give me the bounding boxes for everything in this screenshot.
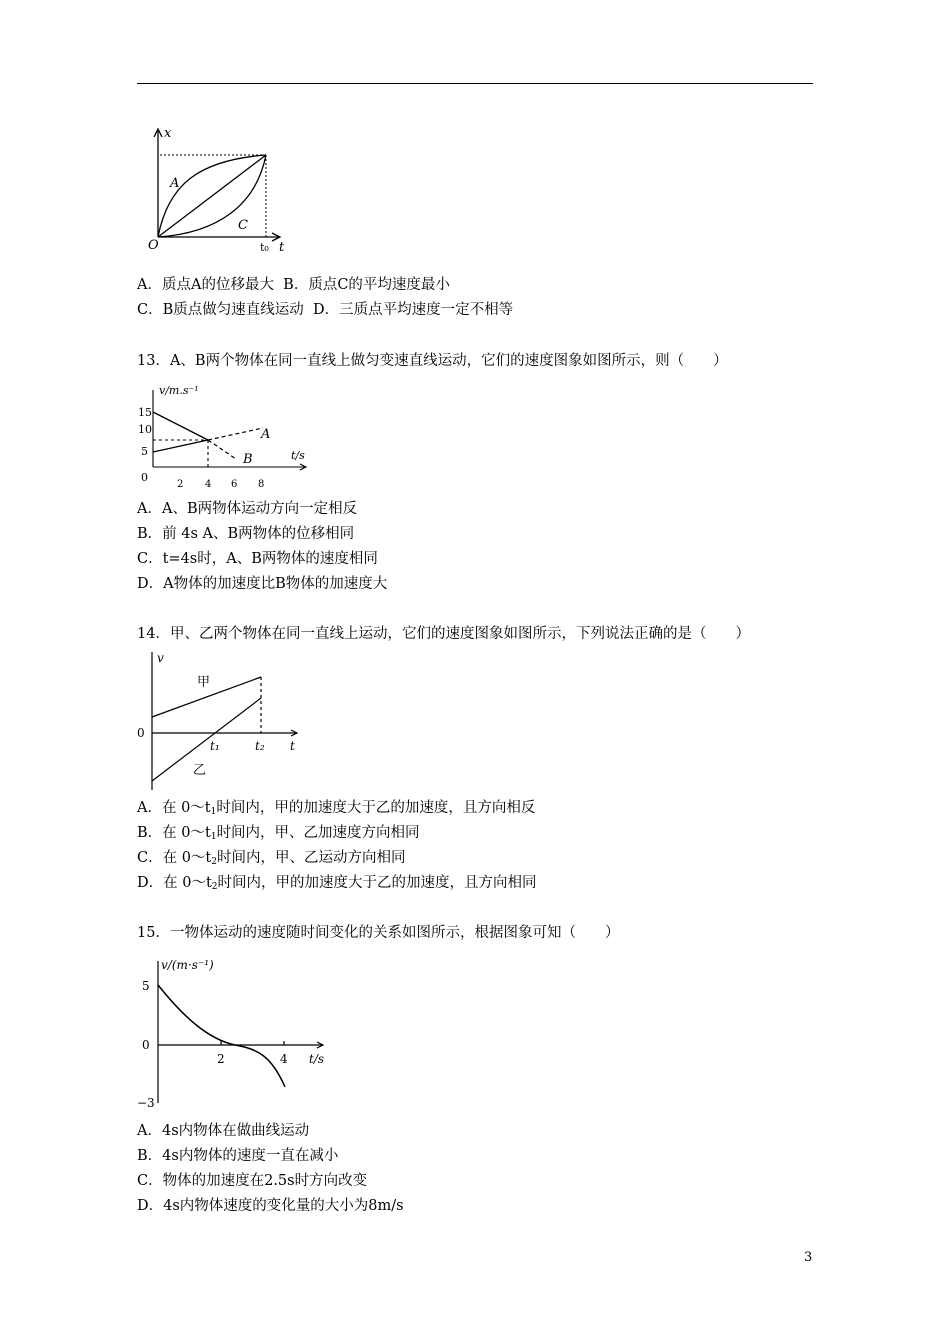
q15-figure bbox=[137, 953, 337, 1111]
q12-origin-label: O bbox=[148, 238, 159, 253]
q15-option-b: B．4s内物体的速度一直在减小 bbox=[137, 1148, 339, 1164]
q15-option-c: C．物体的加速度在2.5s时方向改变 bbox=[137, 1173, 368, 1189]
q14-option-a: A．在 $0\sim t_1$时间内，甲的加速度大于乙的加速度，且方向相反 bbox=[137, 800, 536, 817]
header-rule bbox=[137, 83, 813, 84]
q12-figure bbox=[148, 125, 288, 275]
q15-y-zero: 0 bbox=[142, 1038, 150, 1052]
q13-y-tick-10: 10 bbox=[138, 423, 152, 436]
q13-option-b: B．前 4s A、B两物体的位移相同 bbox=[137, 526, 355, 542]
q14-figure bbox=[135, 648, 305, 794]
q13-x-tick-4: 4 bbox=[205, 479, 212, 490]
q13-y-label: v/m.s⁻¹ bbox=[159, 384, 199, 397]
page-number: 3 bbox=[804, 1250, 813, 1265]
q15-x-2: 2 bbox=[217, 1052, 225, 1066]
q15-x-4: 4 bbox=[280, 1052, 288, 1066]
q13-x-tick-2: 2 bbox=[177, 479, 184, 490]
q13-line-b-label: B bbox=[243, 452, 253, 467]
q14-y-label: v bbox=[157, 651, 164, 665]
q14-origin: 0 bbox=[137, 726, 145, 740]
q13-option-a: A．A、B两物体运动方向一定相反 bbox=[137, 501, 358, 517]
q13-line-b bbox=[153, 412, 208, 440]
q15-x-label: t/s bbox=[309, 1052, 325, 1066]
q13-x-label: t/s bbox=[291, 449, 305, 462]
q12-curve-a-label: A bbox=[170, 176, 180, 191]
q15-option-d: D．4s内物体速度的变化量的大小为8m/s bbox=[137, 1198, 404, 1214]
q14-x-label: t bbox=[290, 739, 295, 753]
q13-line-a-label: A bbox=[261, 427, 271, 442]
q13-y-tick-15: 15 bbox=[138, 406, 152, 419]
q12-x-label: x bbox=[164, 126, 172, 141]
q12-option-cd: C．B质点做匀速直线运动 D．三质点平均速度一定不相等 bbox=[137, 302, 514, 318]
q13-figure bbox=[138, 380, 318, 492]
q14-yi-label: 乙 bbox=[193, 763, 207, 778]
q14-t2-label: t₂ bbox=[255, 739, 265, 753]
q14-option-c: C．在 $0\sim t_2$时间内，甲、乙运动方向相同 bbox=[137, 850, 406, 867]
q13-origin: 0 bbox=[141, 471, 148, 484]
q13-y-tick-5: 5 bbox=[141, 445, 148, 458]
q12-t-label: t bbox=[279, 240, 285, 255]
q14-stem: 14．甲、乙两个物体在同一直线上运动，它们的速度图象如图所示，下列说法正确的是（ ） bbox=[137, 626, 750, 642]
q12-curve-c-label: C bbox=[238, 218, 248, 233]
q14-option-d: D．在 $0\sim t_2$时间内，甲的加速度大于乙的加速度，且方向相同 bbox=[137, 875, 537, 892]
q15-y-bottom: −3 bbox=[137, 1096, 155, 1110]
q14-jia-label: 甲 bbox=[197, 675, 211, 690]
q12-t0-label: t₀ bbox=[260, 241, 269, 254]
q15-y-label: v/(m·s⁻¹) bbox=[161, 958, 214, 972]
q15-y-top: 5 bbox=[142, 979, 150, 993]
q15-stem: 15．一物体运动的速度随时间变化的关系如图所示，根据图象可知（ ） bbox=[137, 925, 620, 941]
q13-stem: 13．A、B两个物体在同一直线上做匀变速直线运动，它们的速度图象如图所示，则（ ） bbox=[137, 353, 728, 369]
q14-option-b: B．在 $0\sim t_1$时间内，甲、乙加速度方向相同 bbox=[137, 825, 420, 842]
q13-option-c: C．t=4s时，A、B两物体的速度相同 bbox=[137, 551, 378, 567]
q13-x-tick-8: 8 bbox=[258, 479, 265, 490]
q15-option-a: A．4s内物体在做曲线运动 bbox=[137, 1123, 310, 1139]
q12-option-ab: A．质点A的位移最大 B．质点C的平均速度最小 bbox=[137, 277, 450, 293]
q13-line-a bbox=[153, 440, 208, 452]
q13-x-tick-6: 6 bbox=[231, 479, 238, 490]
q14-t1-label: t₁ bbox=[210, 739, 220, 753]
q13-option-d: D．A物体的加速度比B物体的加速度大 bbox=[137, 576, 388, 592]
q15-curve bbox=[158, 985, 285, 1087]
